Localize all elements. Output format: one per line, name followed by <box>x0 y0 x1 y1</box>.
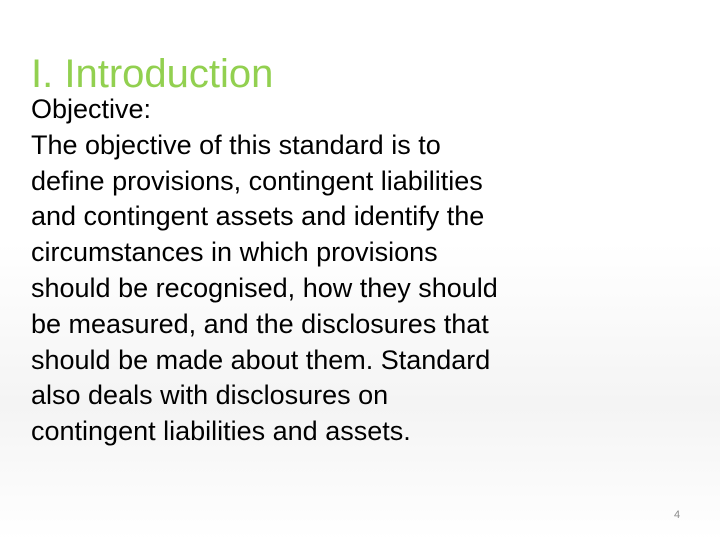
slide-title: I. Introduction <box>31 52 274 96</box>
slide-body <box>31 92 631 450</box>
body-line: contingent liabilities and assets. <box>31 416 411 447</box>
body-line: define provisions, contingent liabilities <box>31 165 483 196</box>
body-line: and contingent assets and identify the <box>31 201 485 232</box>
body-line: should be made about them. Standard <box>31 344 491 375</box>
body-line-objective-heading: Objective: <box>31 94 152 124</box>
body-line: be measured, and the disclosures that <box>31 308 489 339</box>
body-line: also deals with disclosures on <box>31 380 389 411</box>
body-line: should be recognised, how they should <box>31 272 498 303</box>
body-line: circumstances in which provisions <box>31 237 438 268</box>
page-number: 4 <box>674 509 681 521</box>
body-line: The objective of this standard is to <box>31 129 441 160</box>
